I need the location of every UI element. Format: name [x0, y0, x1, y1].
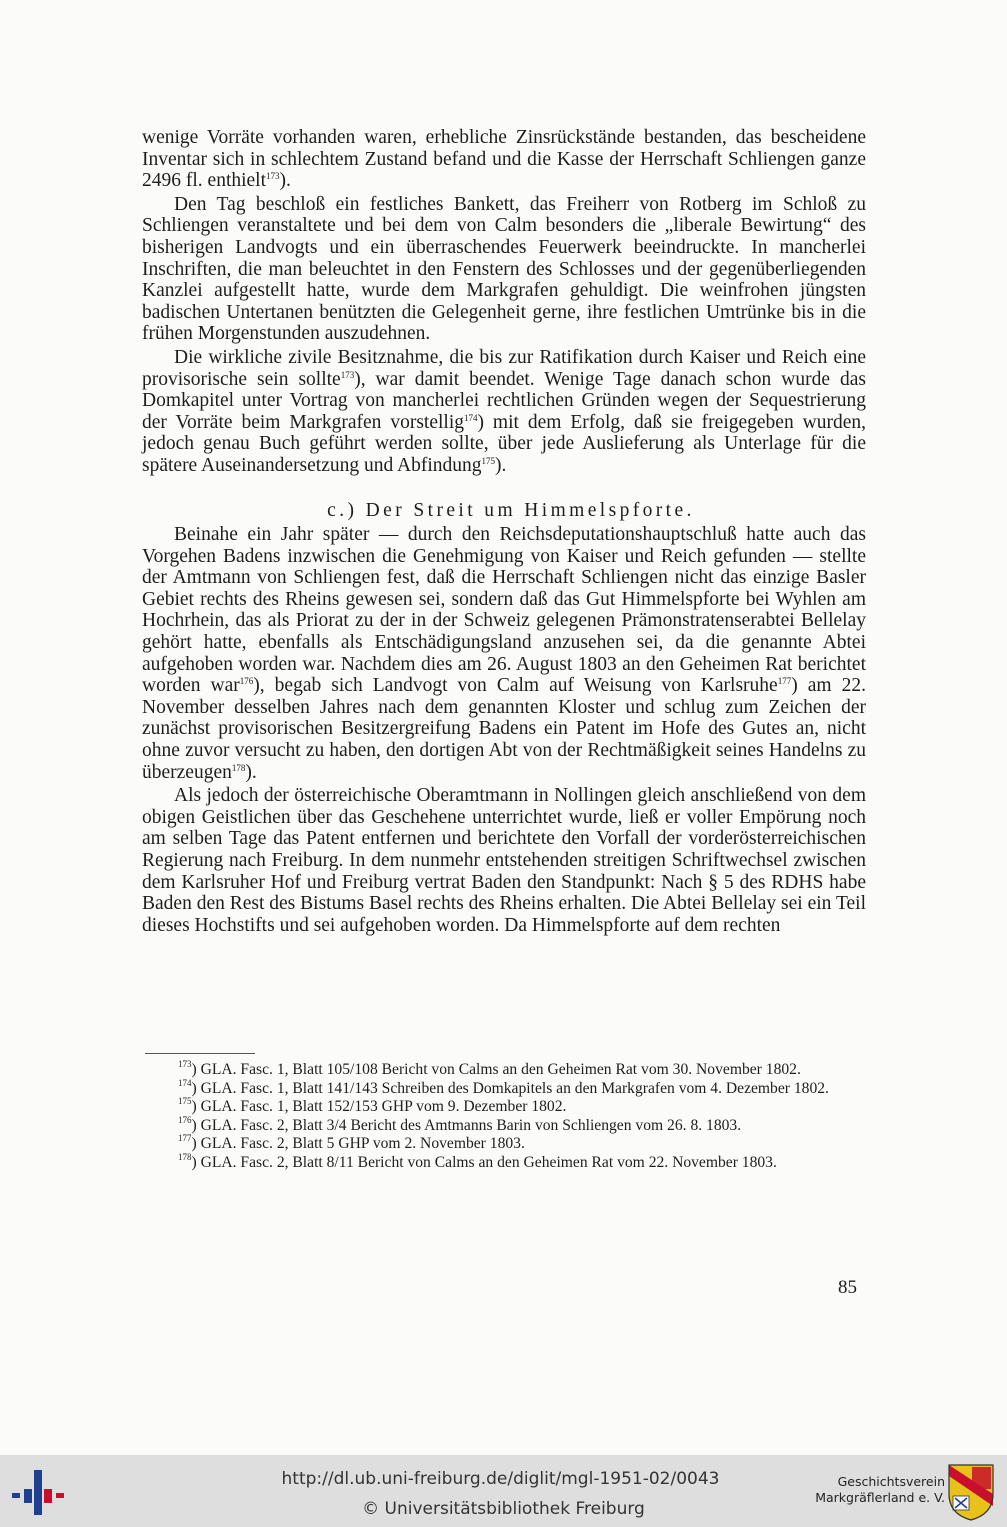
paragraph-4-text: ), begab sich Landvogt von Calm auf Weisung von Karlsruhe [253, 675, 778, 697]
footnote-ref: 178 [231, 762, 246, 773]
footnote-ref: 173 [266, 171, 280, 182]
footnote [142, 1098, 866, 1116]
footnote-text: ) GLA. Fasc. 1, Blatt 105/108 Bericht von Calms an den Geheimen Rat vom 30. November 1802. [191, 1061, 801, 1078]
society-line-1: Geschichtsverein [837, 1474, 945, 1489]
footnote-rule [145, 1053, 255, 1054]
paragraph-4 [142, 524, 866, 783]
paragraph-2: Den Tag beschloß ein festliches Bankett, das Freiherr von Rotberg im Schloß zu Schliengen veranstaltete und bei dem von Calm besonders die „liberale Bewirtung“ des bisherigen Landvogts und ein überraschendes Feuerwerk beeindruckte. In mancherlei Inschriften, die man beleuchtet in den Fenstern des Schlosses und der gegenüberliegenden Kanzlei aufgestellt hatte, wurde dem Markgrafen gehuldigt. Die weinfrohen jüngsten badischen Untertanen benützten die Gelegenheit gerne, ihre festlichen Umtrünke bis in die frühen Morgenstunden auszudehnen. [142, 193, 866, 345]
footnote-ref: 175 [481, 455, 496, 466]
source-url-link[interactable]: http://dl.ub.uni-freiburg.de/diglit/mgl-1951-02/0043 [281, 1469, 720, 1489]
copyright-text: © Universitätsbibliothek Freiburg [362, 1499, 645, 1519]
footer-bar [0, 1455, 1007, 1527]
paragraph-3-end: ). [495, 454, 507, 476]
paragraph-4-text: ) am 22. November desselben Jahres nach dem genannten Kloster und schlug zum Zeichen der zunächst provisorischen Besitzergreifung Badens ein Patent im Hofe des Gutes an, nicht ohne zuvor versucht zu haben, den dortigen Abt von der Rechtmäßigkeit seines Handelns zu überzeugen [142, 675, 866, 783]
society-line-2: Markgräflerland e. V. [815, 1490, 945, 1505]
footnote [142, 1077, 866, 1098]
paragraph-1 [142, 127, 866, 192]
paragraph-3-text: ), war damit beendet. Wenige Tage danach schon wurde das Domkapitel unter Vortrag von mancherlei rechtlichen Gründen wegen der Sequestrierung der Vorräte beim Markgrafen vorstellig [142, 368, 867, 433]
footnote [142, 1135, 866, 1153]
footnote-ref: 177 [777, 676, 792, 687]
footnote-ref: 174 [464, 412, 478, 423]
paragraph-3-text: Die wirkliche zivile Besitznahme, die bis zur Ratifikation durch Kaiser und Reich eine provisorische sein sollte [142, 346, 866, 390]
footnote-text: ) GLA. Fasc. 1, Blatt 152/153 GHP vom 9. Dezember 1802. [191, 1098, 567, 1116]
society-name [815, 1474, 945, 1506]
footnote-number: 178 [178, 1151, 192, 1162]
footnote-text: ) GLA. Fasc. 1, Blatt 141/143 Schreiben des Domkapitels an den Markgrafen vom 4. Dezember 1802. [191, 1079, 829, 1097]
footnote-text: ) GLA. Fasc. 2, Blatt 5 GHP vom 2. November 1803. [191, 1135, 525, 1153]
paragraph-3 [142, 347, 866, 477]
footnote-ref: 173 [340, 369, 355, 380]
footnote-ref: 176 [239, 676, 254, 687]
paragraph-4-text: Beinahe ein Jahr später — durch den Reichsdeputationshauptschluß hatte auch das Vorgehen Badens inzwischen die Genehmigung von Kaiser und Reich gefunden — stellte der Amtmann von Schliengen fest, daß die Herrschaft Schliengen nicht das einzige Basler Gebiet rechts des Rheins gewesen sei, sondern daß das Gut Himmelspforte bei Wyhlen am Hochrhein, das als Priorat zu der in der Schweiz gelegenen Prämonstratenserabtei Bellelay gehört hatte, ebenfalls als Entschädigungsland anzusehen sei, da die genannte Abtei aufgehoben worden war. Nachdem dies am 26. August 1803 an den Geheimen Rat berichtet worden war [142, 524, 866, 697]
page-number: 85 [838, 1277, 857, 1298]
body-text [142, 127, 866, 936]
footnote-number: 177 [178, 1133, 192, 1144]
footnote-text: ) GLA. Fasc. 2, Blatt 3/4 Bericht des Amtmanns Barin von Schliengen vom 26. 8. 1803. [191, 1116, 742, 1134]
footnote-number: 173 [178, 1059, 192, 1069]
paragraph-1-text: wenige Vorräte vorhanden waren, erhebliche Zinsrückstände bestanden, das bescheidene Inventar sich in schlechtem Zustand befand und die Kasse der Herrschaft Schliengen ganze 2496 fl. enthielt [142, 127, 866, 192]
footnote-number: 174 [178, 1077, 192, 1088]
coat-of-arms-icon[interactable] [946, 1462, 996, 1522]
paragraph-5: Als jedoch der österreichische Oberamtmann in Nollingen gleich anschließend von dem obigen Geistlichen über das Geschehene unterrichtet wurde, ließ er voller Empörung noch am selben Tage das Patent entfernen und berichtete den Vorfall der vorderösterreichischen Regierung nach Freiburg. In dem nunmehr entstehenden streitigen Schriftwechsel zwischen dem Karlsruher Hof und Freiburg vertrat Baden den Standpunkt: Nach § 5 des RDHS habe Baden den Rest des Bistums Basel rechts des Rheins erhalten. Die Abtei Bellelay sei ein Teil dieses Hochstifts und sei aufgehoben worden. Da Himmelspforte auf dem rechten [142, 785, 866, 936]
footnote [142, 1114, 866, 1135]
footnotes [142, 1061, 866, 1173]
footnote-number: 176 [178, 1114, 192, 1125]
footnote [142, 1061, 866, 1079]
paragraph-4-end: ). [245, 761, 257, 783]
footnote-number: 175 [178, 1096, 192, 1107]
section-heading: c.) Der Streit um Himmelspforte. [327, 499, 695, 521]
footnote-text: ) GLA. Fasc. 2, Blatt 8/11 Bericht von Calms an den Geheimen Rat vom 22. November 1803. [191, 1153, 777, 1171]
footnote [142, 1151, 866, 1172]
paragraph-1-end: ). [279, 170, 291, 192]
paragraph-3-text: ) mit dem Erfolg, daß sie freigegeben wurden, jedoch genau Buch geführt werden sollte, über jede Auslieferung als Unterlage für die spätere Auseinandersetzung und Abfindung [142, 411, 866, 476]
